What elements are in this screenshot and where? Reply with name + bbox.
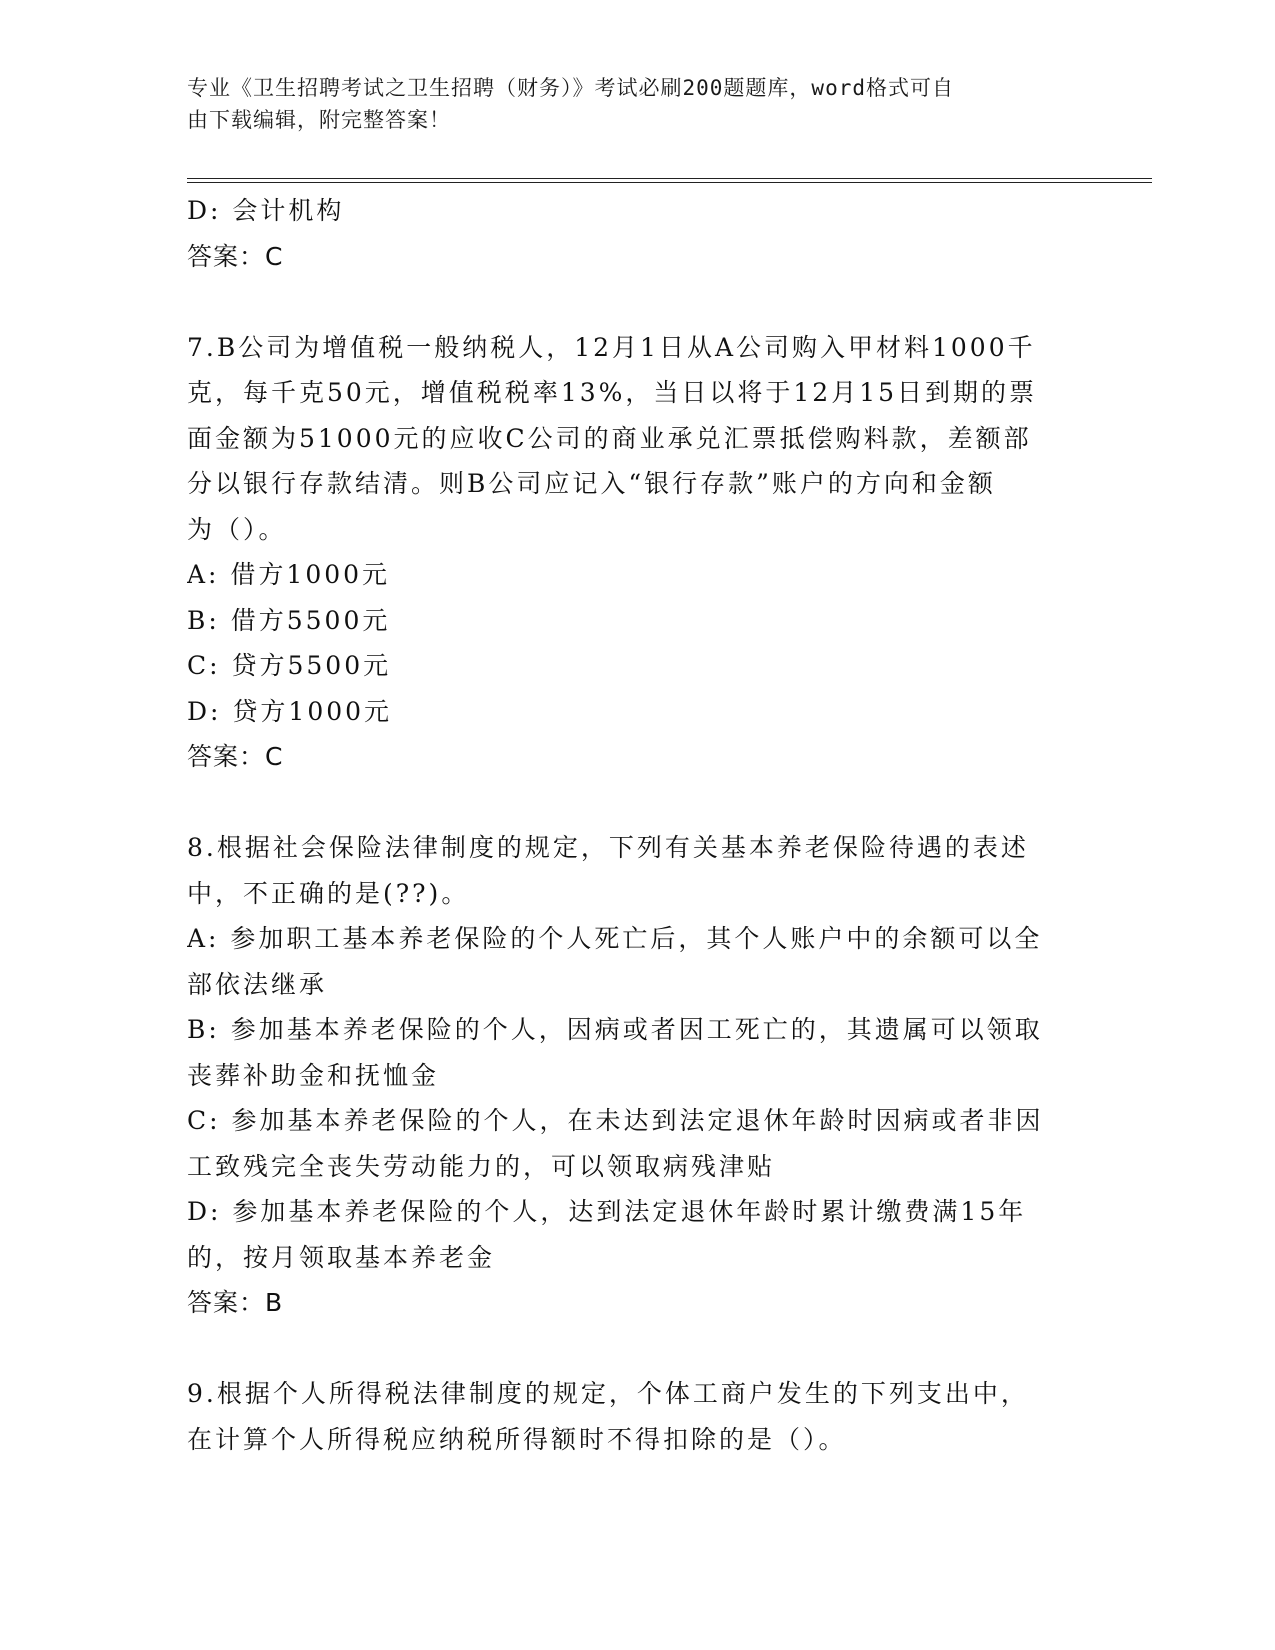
question-8-option-d: D: 参加基本养老保险的个人，达到法定退休年龄时累计缴费满15年 [187,1197,1027,1226]
question-8-line: 中，不正确的是(??)。 [187,878,470,908]
header-line-2: 由下载编辑，附完整答案！ [187,108,451,132]
question-8 [187,825,1072,1326]
question-8-line: 8.根据社会保险法律制度的规定，下列有关基本养老保险待遇的表述 [187,833,1029,862]
header-divider-bottom [187,182,1152,183]
question-9 [187,1371,1072,1462]
question-7-answer: 答案：C [187,742,284,771]
question-7-line: 面金额为51000元的应收C公司的商业承兑汇票抵偿购料款，差额部 [187,423,1032,453]
question-7-line: 分以银行存款结清。则B公司应记入“银行存款”账户的方向和金额 [187,469,996,498]
question-7-option-a: A: 借方1000元 [187,560,391,589]
question-7-line: 克，每千克50元，增值税税率13%，当日以将于12月15日到期的票 [187,378,1038,407]
header-divider-top [187,178,1152,179]
question-9-line: 9.根据个人所得税法律制度的规定，个体工商户发生的下列支出中， [187,1379,1029,1408]
question-7-option-c: C: 贷方5500元 [187,651,392,680]
prev-option-d: D: 会计机构 [187,196,345,225]
question-7 [187,325,1072,780]
spacer [187,1326,1072,1372]
document-body [187,188,1072,1462]
question-8-answer: 答案：B [187,1288,284,1317]
question-8-option-c: C: 参加基本养老保险的个人，在未达到法定退休年龄时因病或者非因 [187,1106,1044,1135]
question-8-option-a-cont: 部依法继承 [187,969,328,999]
question-8-option-a: A: 参加职工基本养老保险的个人死亡后，其个人账户中的余额可以全 [187,924,1043,953]
header-line-1: 专业《卫生招聘考试之卫生招聘（财务）》考试必刷200题题库，word格式可自 [187,76,954,100]
question-8-option-c-cont: 工致残完全丧失劳动能力的，可以领取病残津贴 [187,1151,776,1181]
question-8-option-b-cont: 丧葬补助金和抚恤金 [187,1060,440,1090]
prev-answer: 答案：C [187,241,284,271]
spacer [187,780,1072,826]
question-7-line: 7.B公司为增值税一般纳税人，12月1日从A公司购入甲材料1000千 [187,332,1036,362]
question-8-option-d-cont: 的，按月领取基本养老金 [187,1242,496,1272]
question-7-line: 为（）。 [187,514,287,544]
document-header [187,72,1067,136]
question-7-option-b: B: 借方5500元 [187,605,391,635]
spacer [187,279,1072,325]
question-8-option-b: B: 参加基本养老保险的个人，因病或者因工死亡的，其遗属可以领取 [187,1015,1043,1044]
question-7-option-d: D: 贷方1000元 [187,696,393,726]
question-9-line: 在计算个人所得税应纳税所得额时不得扣除的是（）。 [187,1424,847,1454]
